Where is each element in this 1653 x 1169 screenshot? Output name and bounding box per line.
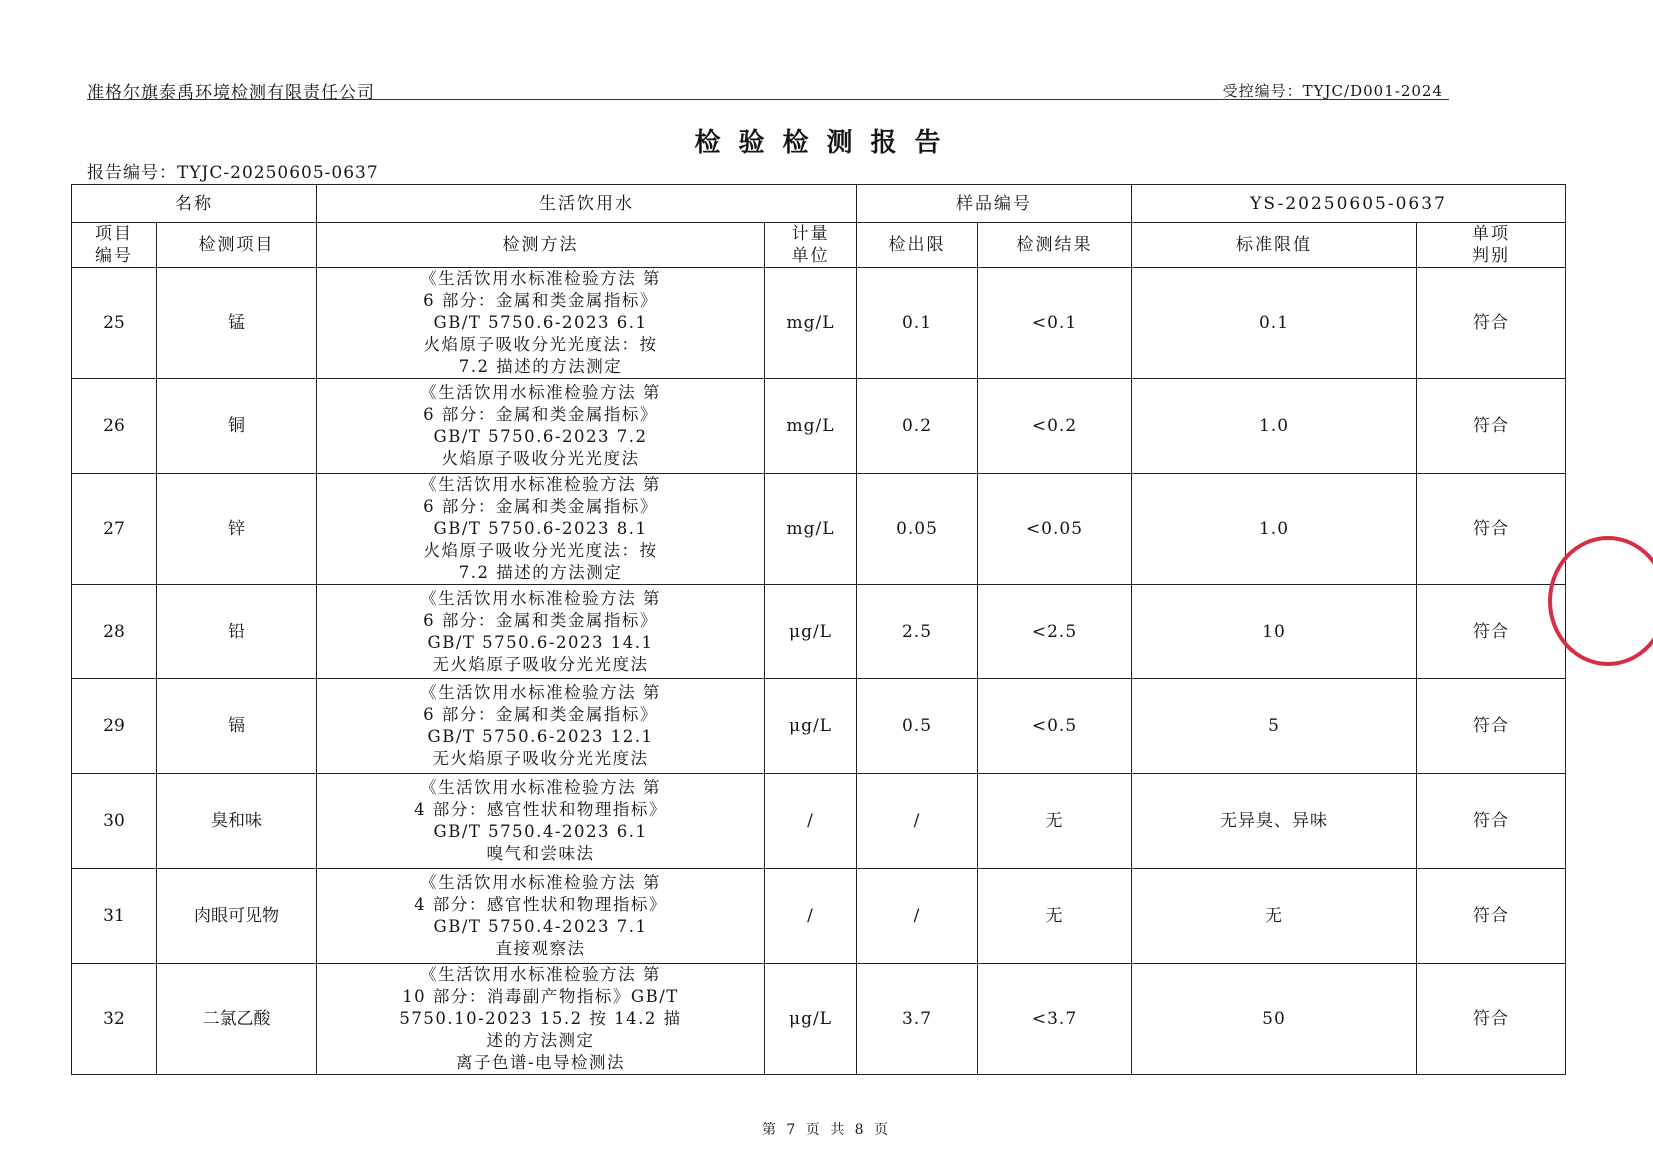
judgment: 符合 <box>1417 869 1566 964</box>
col-judgment <box>1417 223 1566 268</box>
page-title: 检验检测报告 <box>694 128 959 158</box>
col-item-no-line2: 编号 <box>95 246 133 266</box>
test-result: <0.2 <box>978 379 1132 474</box>
method-line: 6 部分：金属和类金属指标》 <box>423 291 658 310</box>
item-no: 32 <box>72 964 157 1075</box>
item-no: 29 <box>72 679 157 774</box>
report-number: 报告编号：TYJC-20250605-0637 <box>87 163 379 183</box>
unit: mg/L <box>765 379 857 474</box>
method-line: 4 部分：感官性状和物理指标》 <box>414 800 667 819</box>
company-name: 准格尔旗泰禹环境检测有限责任公司 <box>87 83 375 103</box>
header-divider <box>87 99 1449 100</box>
method-line: 《生活饮用水标准检验方法 第 <box>420 588 661 608</box>
name-value: 生活饮用水 <box>317 185 857 223</box>
method-line: 《生活饮用水标准检验方法 第 <box>420 383 661 402</box>
seal-ring <box>1548 536 1653 666</box>
unit: / <box>765 774 857 869</box>
method-line: 无火焰原子吸收分光光度法 <box>432 749 649 768</box>
method-line: GB/T 5750.6-2023 8.1 <box>433 519 648 538</box>
unit: mg/L <box>765 268 857 379</box>
judgment: 符合 <box>1417 585 1566 679</box>
test-result: <3.7 <box>978 964 1132 1075</box>
method-line: 6 部分：金属和类金属指标》 <box>423 405 658 424</box>
method-line: 《生活饮用水标准检验方法 第 <box>420 269 661 288</box>
item-no: 25 <box>72 268 157 379</box>
unit: μg/L <box>765 585 857 679</box>
sample-info-row <box>72 185 1566 223</box>
item-name: 肉眼可见物 <box>157 869 317 964</box>
standard-limit: 5 <box>1132 679 1417 774</box>
method-line: 7.2 描述的方法测定 <box>458 563 623 582</box>
detection-limit: 0.5 <box>857 679 978 774</box>
table-row <box>72 268 1566 379</box>
method-line: GB/T 5750.6-2023 7.2 <box>433 427 648 446</box>
unit: μg/L <box>765 679 857 774</box>
item-no: 30 <box>72 774 157 869</box>
item-no: 28 <box>72 585 157 679</box>
method-line: 10 部分：消毒副产物指标》GB/T <box>402 987 679 1006</box>
item-name: 铅 <box>157 585 317 679</box>
method <box>317 679 765 774</box>
col-unit <box>765 223 857 268</box>
col-item: 检测项目 <box>157 223 317 268</box>
detection-limit: / <box>857 774 978 869</box>
page-footer: 第 7 页 共 8 页 <box>761 1122 892 1138</box>
method-line: 4 部分：感官性状和物理指标》 <box>414 895 667 914</box>
detection-limit: 3.7 <box>857 964 978 1075</box>
col-unit-line2: 单位 <box>791 246 830 266</box>
unit: mg/L <box>765 474 857 585</box>
control-number: 受控编号：TYJC/D001-2024 <box>1222 82 1443 100</box>
standard-limit: 50 <box>1132 964 1417 1075</box>
test-result: <0.05 <box>978 474 1132 585</box>
method-line: 离子色谱-电导检测法 <box>455 1053 626 1072</box>
method-line: 6 部分：金属和类金属指标》 <box>423 497 658 516</box>
standard-limit: 0.1 <box>1132 268 1417 379</box>
method-line: 7.2 描述的方法测定 <box>458 357 623 376</box>
detection-limit: / <box>857 869 978 964</box>
method <box>317 774 765 869</box>
table-row <box>72 585 1566 679</box>
table-row <box>72 964 1566 1075</box>
column-header-row <box>72 223 1566 268</box>
table-row <box>72 474 1566 585</box>
method-line: 嗅气和尝味法 <box>486 844 595 863</box>
col-item-no-line1: 项目 <box>95 224 133 244</box>
test-result: <0.5 <box>978 679 1132 774</box>
col-item-no <box>72 223 157 268</box>
col-limit: 检出限 <box>857 223 978 268</box>
method-line: GB/T 5750.6-2023 12.1 <box>427 727 654 746</box>
item-no: 31 <box>72 869 157 964</box>
method <box>317 869 765 964</box>
name-label: 名称 <box>72 185 317 223</box>
col-judgment-line2: 判别 <box>1472 246 1510 266</box>
detection-limit: 2.5 <box>857 585 978 679</box>
method-line: GB/T 5750.4-2023 7.1 <box>433 917 648 936</box>
item-name: 铜 <box>157 379 317 474</box>
method-line: 《生活饮用水标准检验方法 第 <box>420 873 661 892</box>
method-line: GB/T 5750.4-2023 6.1 <box>433 822 648 841</box>
table-row <box>72 679 1566 774</box>
judgment: 符合 <box>1417 379 1566 474</box>
method-line: 《生活饮用水标准检验方法 第 <box>420 475 661 494</box>
item-name: 二氯乙酸 <box>157 964 317 1075</box>
judgment: 符合 <box>1417 774 1566 869</box>
sample-value: YS-20250605-0637 <box>1132 185 1566 223</box>
sample-label: 样品编号 <box>857 185 1132 223</box>
method <box>317 474 765 585</box>
method <box>317 379 765 474</box>
method <box>317 585 765 679</box>
method-line: GB/T 5750.6-2023 14.1 <box>427 632 654 652</box>
test-result: <2.5 <box>978 585 1132 679</box>
test-result: 无 <box>978 869 1132 964</box>
standard-limit: 10 <box>1132 585 1417 679</box>
item-name: 镉 <box>157 679 317 774</box>
results-table <box>71 184 1566 1075</box>
detection-limit: 0.1 <box>857 268 978 379</box>
standard-limit: 无 <box>1132 869 1417 964</box>
col-method: 检测方法 <box>317 223 765 268</box>
item-no: 26 <box>72 379 157 474</box>
test-result: <0.1 <box>978 268 1132 379</box>
method-line: 5750.10-2023 15.2 按 14.2 描 <box>399 1009 682 1028</box>
standard-limit: 1.0 <box>1132 379 1417 474</box>
item-name: 臭和味 <box>157 774 317 869</box>
unit: / <box>765 869 857 964</box>
table-row <box>72 774 1566 869</box>
judgment: 符合 <box>1417 268 1566 379</box>
item-name: 锌 <box>157 474 317 585</box>
col-standard: 标准限值 <box>1132 223 1417 268</box>
method-line: 火焰原子吸收分光光度法：按 <box>423 541 658 560</box>
red-seal-stamp <box>1548 536 1653 676</box>
method-line: 《生活饮用水标准检验方法 第 <box>420 778 661 797</box>
method-line: 6 部分：金属和类金属指标》 <box>423 610 658 630</box>
judgment: 符合 <box>1417 474 1566 585</box>
method-line: 述的方法测定 <box>486 1031 595 1050</box>
method-line: 《生活饮用水标准检验方法 第 <box>420 965 661 984</box>
standard-limit: 1.0 <box>1132 474 1417 585</box>
table-row <box>72 869 1566 964</box>
method-line: 直接观察法 <box>495 939 586 958</box>
judgment: 符合 <box>1417 679 1566 774</box>
detection-limit: 0.05 <box>857 474 978 585</box>
standard-limit: 无异臭、异味 <box>1132 774 1417 869</box>
item-name: 锰 <box>157 268 317 379</box>
method <box>317 964 765 1075</box>
method-line: 火焰原子吸收分光光度法 <box>441 449 640 468</box>
table-row <box>72 379 1566 474</box>
method-line: 无火焰原子吸收分光光度法 <box>432 654 649 674</box>
test-result: 无 <box>978 774 1132 869</box>
method-line: GB/T 5750.6-2023 6.1 <box>433 313 648 332</box>
method-line: 火焰原子吸收分光光度法：按 <box>423 335 658 354</box>
unit: μg/L <box>765 964 857 1075</box>
item-no: 27 <box>72 474 157 585</box>
col-result: 检测结果 <box>978 223 1132 268</box>
detection-limit: 0.2 <box>857 379 978 474</box>
method <box>317 268 765 379</box>
judgment: 符合 <box>1417 964 1566 1075</box>
method-line: 6 部分：金属和类金属指标》 <box>423 705 658 724</box>
col-unit-line1: 计量 <box>791 224 830 244</box>
col-judgment-line1: 单项 <box>1472 224 1510 244</box>
method-line: 《生活饮用水标准检验方法 第 <box>420 683 661 702</box>
